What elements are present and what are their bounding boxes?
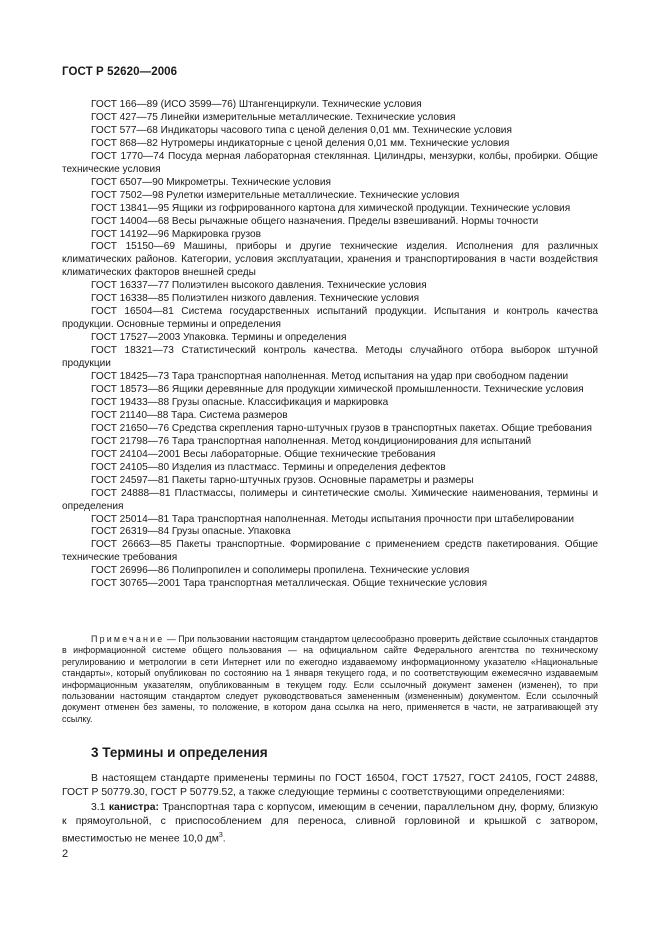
reference-item: ГОСТ 19433—88 Грузы опасные. Классификация и маркировка: [91, 396, 389, 408]
reference-item: ГОСТ 26319—84 Грузы опасные. Упаковка: [91, 526, 291, 538]
reference-item: ГОСТ 13841—95 Ящики из гофрированного картона для химической продукции. Технические условия: [91, 202, 571, 214]
reference-item: ГОСТ 26996—86 Полипропилен и сополимеры пропилена. Технические условия: [91, 565, 470, 577]
note-text: — При пользовании настоящим стандартом целесообразно проверить действие ссылочных стандартов в информационной системе общего пользования — на официальном сайте Федерального агентства по техническому регулированию и метрологии в сети Интернет или по ежегодно издаваемому информационному указателю «Национальные стандарты», который опубликован по состоянию на 1 января текущего года, и по соответствующим ежемесячно издаваемым информационным указателям, опубликованным в текущем году. Если ссылочный документ заменен (изменен), то при пользовании настоящим стандартом следует руководствоваться замененным (измененным) документом. Если ссылочный документ отменен без замены, то положение, в котором дана ссылка на него, применяется в части, не затрагивающей эту ссылку.: [62, 634, 598, 724]
page-number: 2: [62, 848, 69, 860]
note-label: Примечание: [91, 634, 165, 644]
section-title: 3 Термины и определения: [91, 745, 268, 760]
term-end: .: [222, 833, 226, 845]
section-intro: В настоящем стандарте применены термины по ГОСТ 16504, ГОСТ 17527, ГОСТ 24105, ГОСТ 24888, ГОСТ Р 50779.30, ГОСТ Р 50779.52, а также следующие термины с соответствующими определениями:: [62, 773, 598, 799]
term-name: канистра:: [108, 801, 159, 813]
reference-item: ГОСТ 21650—76 Средства скрепления тарно-штучных грузов в транспортных пакетах. Общие требования: [91, 422, 592, 434]
reference-item: ГОСТ 6507—90 Микрометры. Технические условия: [91, 176, 331, 188]
reference-item: ГОСТ 16338—85 Полиэтилен низкого давления. Технические условия: [91, 293, 420, 305]
reference-item: ГОСТ 1770—74 Посуда мерная лабораторная стеклянная. Цилиндры, мензурки, колбы, пробирки. Общие технические условия: [62, 150, 598, 175]
reference-item: ГОСТ 14004—68 Весы рычажные общего назначения. Пределы взвешиваний. Нормы точности: [91, 215, 539, 227]
reference-item: ГОСТ 26663—85 Пакеты транспортные. Формирование с применением средств пакетирования. Общие технические требования: [62, 539, 598, 564]
reference-item: ГОСТ 427—75 Линейки измерительные металлические. Технические условия: [91, 111, 456, 123]
term-definition: Транспортная тара с корпусом, имеющим в сечении, параллельном дну, форму, близкую к прямоугольной, с приспособлением для переноса, сливной горловиной и крышкой с затвором, вместимостью не менее 10,0 дм: [62, 801, 598, 845]
term-number: 3.1: [91, 801, 109, 813]
term-definition-paragraph: [62, 801, 598, 847]
reference-item: ГОСТ 25014—81 Тара транспортная наполненная. Методы испытания прочности при штабелировании: [91, 513, 575, 525]
reference-item: ГОСТ 166—89 (ИСО 3599—76) Штангенциркули. Технические условия: [91, 99, 422, 110]
section-body: [62, 772, 598, 847]
term-superscript: 3: [218, 832, 223, 840]
reference-item: ГОСТ 24597—81 Пакеты тарно-штучных грузов. Основные параметры и размеры: [91, 474, 474, 486]
reference-item: ГОСТ 21798—76 Тара транспортная наполненная. Метод кондиционирования для испытаний: [91, 435, 532, 447]
reference-item: ГОСТ 868—82 Нутромеры индикаторные с ценой деления 0,01 мм. Технические условия: [91, 137, 510, 149]
reference-item: ГОСТ 24104—2001 Весы лабораторные. Общие технические требования: [91, 448, 436, 460]
reference-item: ГОСТ 21140—88 Тара. Система размеров: [91, 409, 288, 421]
reference-item: ГОСТ 17527—2003 Упаковка. Термины и определения: [91, 332, 347, 344]
reference-item: ГОСТ 18425—73 Тара транспортная наполненная. Метод испытания на удар при свободном падении: [91, 371, 569, 383]
note-paragraph: [62, 634, 598, 725]
reference-item: ГОСТ 577—68 Индикаторы часового типа с ценой деления 0,01 мм. Технические условия: [91, 124, 512, 136]
reference-item: ГОСТ 16504—81 Система государственных испытаний продукции. Испытания и контроль качества продукции. Основные термины и определения: [62, 306, 598, 331]
normative-references-list: [62, 99, 598, 591]
reference-item: ГОСТ 16337—77 Полиэтилен высокого давления. Технические условия: [91, 280, 427, 292]
document-header: ГОСТ Р 52620—2006: [62, 66, 178, 78]
reference-item: ГОСТ 30765—2001 Тара транспортная металлическая. Общие технические условия: [91, 578, 488, 590]
reference-item: ГОСТ 24105—80 Изделия из пластмасс. Термины и определения дефектов: [91, 461, 446, 473]
reference-item: ГОСТ 7502—98 Рулетки измерительные металлические. Технические условия: [91, 189, 460, 201]
reference-item: ГОСТ 14192—96 Маркировка грузов: [91, 228, 262, 240]
reference-item: ГОСТ 18573—86 Ящики деревянные для продукции химической промышленности. Технические условия: [91, 383, 584, 395]
reference-item: ГОСТ 24888—81 Пластмассы, полимеры и синтетические смолы. Химические наименования, термины и определения: [62, 487, 598, 512]
reference-item: ГОСТ 18321—73 Статистический контроль качества. Методы случайного отбора выборок штучной продукции: [62, 345, 598, 370]
reference-item: ГОСТ 15150—69 Машины, приборы и другие технические изделия. Исполнения для различных климатических районов. Категории, условия эксплуатации, хранения и транспортирования в части воздействия климатических факторов внешней среды: [62, 241, 598, 279]
